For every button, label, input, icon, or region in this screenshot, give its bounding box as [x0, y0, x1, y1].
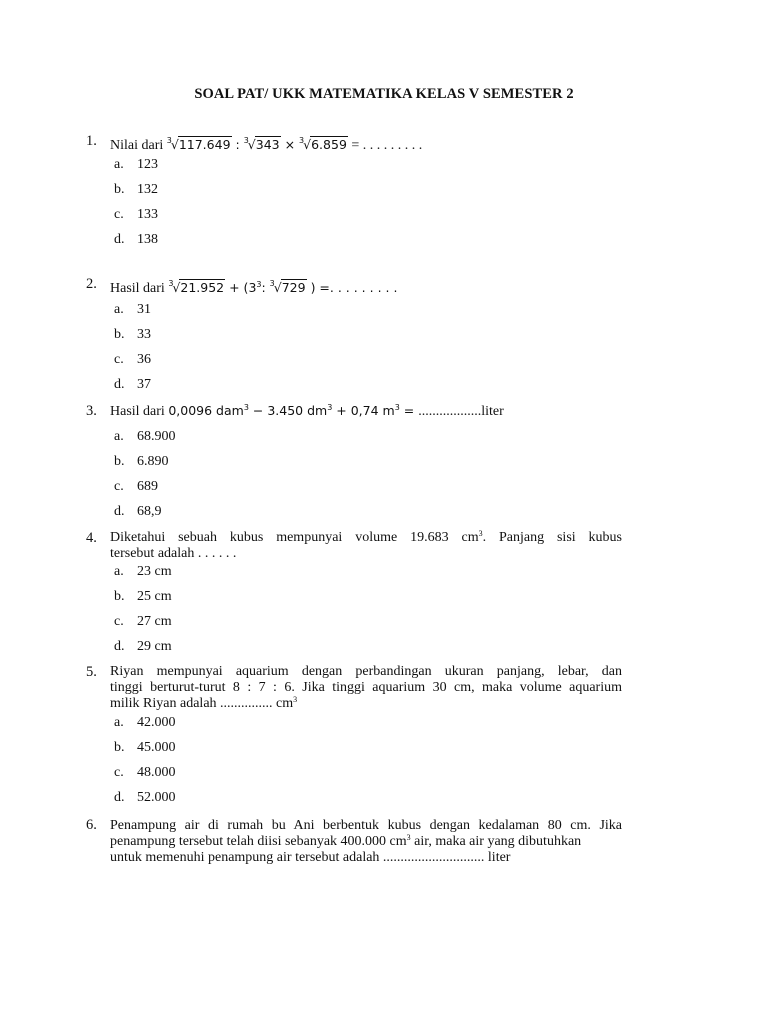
math-expression: $^3√21.952 + (3^3$: $^3$√729 ) =. . . . . . . . . — [168, 280, 397, 295]
option-a: a. 123 — [114, 157, 158, 172]
option-d: d. 37 — [114, 377, 151, 392]
option-d: d. 29 cm — [114, 639, 172, 654]
cube-root: $^3$√6.859 — [299, 136, 347, 152]
question-2 — [86, 276, 622, 396]
question-6 — [86, 817, 622, 877]
math-expression: 0,0096 dam$^3$ − 3.450 $dm^3 + 0,74$ $m^3$ = — [168, 403, 419, 418]
question-number: 4. — [86, 530, 97, 546]
option-a: a. 42.000 — [114, 715, 176, 730]
option-d: d. 68,9 — [114, 504, 162, 519]
question-text: Penampung air di rumah bu Ani berbentuk kubus dengan kedalaman 80 cm. Jika penampung tersebut telah diisi sebanyak 400.000 $cm^3$ air, maka air yang dibutuhkan untuk memenuhi penampung air tersebut adalah ............................. liter — [110, 818, 622, 865]
question-number: 6. — [86, 817, 97, 833]
option-b: b. 25 cm — [114, 589, 172, 604]
option-c: c. 27 cm — [114, 614, 172, 629]
option-a: a. 23 cm — [114, 564, 172, 579]
question-3 — [86, 403, 622, 523]
option-b: b. 132 — [114, 182, 158, 197]
math-expression: $^3$√117.649 : $^3$√343 × $^3$√6.859 — [167, 137, 348, 152]
cube-root: $^3$√21.952 — [168, 279, 225, 295]
option-c: c. 133 — [114, 207, 158, 222]
option-a: a. 68.900 — [114, 429, 176, 444]
question-1 — [86, 133, 622, 253]
cube-root: $^3$√117.649 — [166, 136, 231, 152]
question-text: Nilai dari $^3$√117.649 : $^3$√343 × $^3$√6.859 = . . . . . . . . . — [110, 133, 622, 154]
option-c: c. 36 — [114, 352, 151, 367]
option-b: b. 6.890 — [114, 454, 169, 469]
question-text: Diketahui sebuah kubus mempunyai volume 19.683 $cm^3$. Panjang sisi kubus tersebut adalah . . . . . . — [110, 529, 622, 561]
question-text: Hasil dari 0,0096 dam$^3$ − 3.450 $dm^3 + 0,74$ $m^3$ = ..................liter — [110, 403, 504, 419]
question-number: 3. — [86, 403, 97, 419]
option-a: a. 31 — [114, 302, 151, 317]
cube-root: $^3$√343 — [243, 136, 280, 152]
question-number: 2. — [86, 276, 97, 292]
page-title: SOAL PAT/ UKK MATEMATIKA KELAS V SEMESTER 2 — [194, 86, 574, 102]
option-c: c. 689 — [114, 479, 158, 494]
question-text: Riyan mempunyai aquarium dengan perbandingan ukuran panjang, lebar, dan tinggi berturut-turut 8 : 7 : 6. Jika tinggi aquarium 30 cm, maka volume aquarium milik Riyan adalah ............... $cm^3$ — [110, 664, 622, 711]
option-d: d. 138 — [114, 232, 158, 247]
option-b: b. 45.000 — [114, 740, 176, 755]
cube-root: $^3$√729 — [269, 279, 306, 295]
option-d: d. 52.000 — [114, 790, 176, 805]
question-number: 5. — [86, 664, 97, 680]
option-c: c. 48.000 — [114, 765, 176, 780]
option-b: b. 33 — [114, 327, 151, 342]
question-4 — [86, 530, 622, 660]
question-number: 1. — [86, 133, 97, 149]
question-5 — [86, 664, 622, 814]
question-text: Hasil dari $^3√21.952 + (3^3$: $^3$√729 ) =. . . . . . . . . — [110, 276, 622, 297]
